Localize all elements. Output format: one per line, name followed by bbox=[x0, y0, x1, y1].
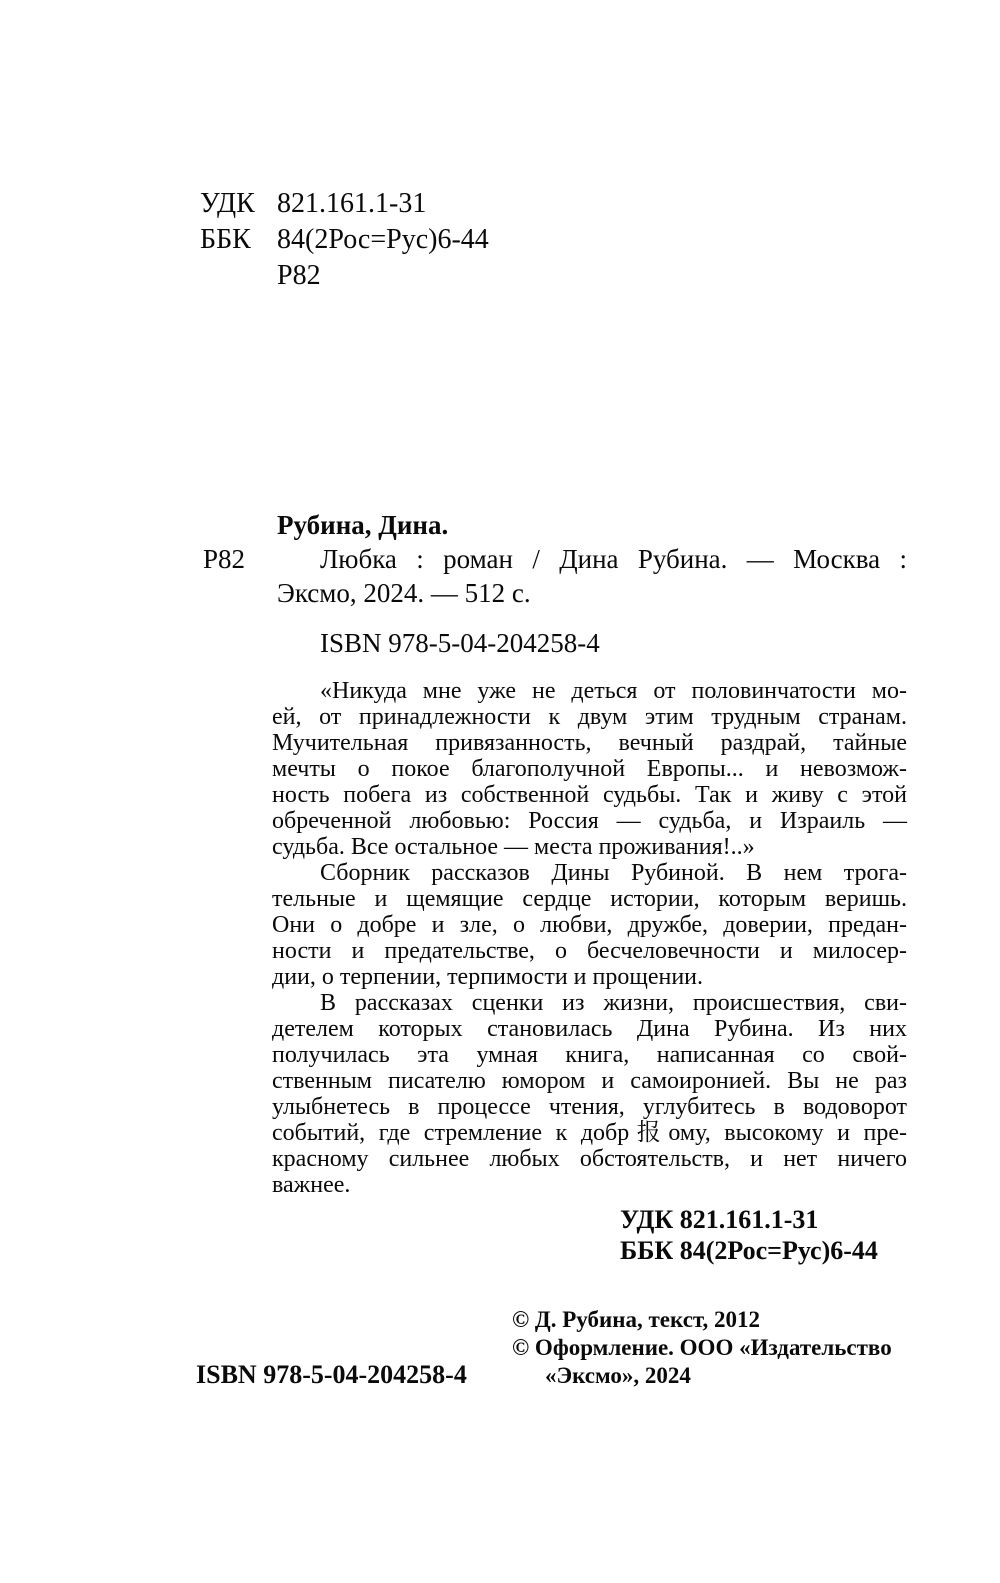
annotation-line: обреченной любовью: Россия — судьба, и Израиль — bbox=[272, 808, 907, 834]
annotation-paragraph bbox=[272, 678, 907, 860]
annotation-line: «Никуда мне уже не деться от половинчатости мо- bbox=[320, 678, 907, 704]
card-isbn: ISBN 978-5-04-204258-4 bbox=[320, 628, 600, 658]
top-classification-block bbox=[200, 186, 489, 294]
annotation-line: ственным писателю юмором и самоиронией. Вы не раз bbox=[272, 1068, 907, 1094]
udk-bottom: УДК 821.161.1-31 bbox=[620, 1205, 819, 1234]
udk-label: УДК bbox=[200, 188, 255, 219]
catalog-card bbox=[203, 508, 907, 660]
annotation-line: получилась эта умная книга, написанная со свой- bbox=[272, 1042, 907, 1068]
udk-row bbox=[200, 186, 489, 222]
annotation-line: Они о добре и зле, о любви, дружбе, доверии, предан- bbox=[272, 912, 907, 938]
annotation-line: важнее. bbox=[272, 1172, 351, 1198]
bbk-value: 84(2Рос=Рус)6-44 bbox=[277, 224, 489, 255]
bib-line: Любка : роман / Дина Рубина. — Москва : bbox=[320, 544, 907, 574]
bottom-classification-block bbox=[620, 1204, 878, 1266]
udk-value: 821.161.1-31 bbox=[277, 188, 427, 219]
bbk-bottom: ББК 84(2Рос=Рус)6-44 bbox=[620, 1236, 878, 1265]
annotation-paragraph bbox=[272, 990, 907, 1198]
copyright-line: «Эксмо», 2024 bbox=[545, 1363, 691, 1388]
annotation-line: дии, о терпении, терпимости и прощении. bbox=[272, 964, 704, 990]
author-mark-row bbox=[200, 258, 489, 294]
shelf-code: Р82 bbox=[203, 544, 246, 574]
annotation-line: ности и предательстве, о бесчеловечности и милосер- bbox=[272, 938, 907, 964]
bbk-row bbox=[200, 222, 489, 258]
annotation-line: ность побега из собственной судьбы. Так и живу с этой bbox=[272, 782, 907, 808]
annotation-line: Мучительная привязанность, вечный раздрай, тайные bbox=[272, 730, 907, 756]
annotation-line: событий, где стремление к добр报ому, высокому и пре- bbox=[272, 1120, 907, 1146]
annotation-paragraph bbox=[272, 860, 907, 990]
author-mark: Р82 bbox=[277, 260, 321, 291]
copyright-block bbox=[512, 1306, 892, 1390]
bbk-label: ББК bbox=[200, 224, 251, 255]
author-heading: Рубина, Дина. bbox=[277, 510, 449, 540]
annotation-line: Сборник рассказов Дины Рубиной. В нем трога- bbox=[320, 860, 907, 886]
annotation-line: В рассказах сценки из жизни, происшествия, сви- bbox=[320, 990, 907, 1016]
annotation-line: ей, от принадлежности к двум этим трудным странам. bbox=[272, 704, 907, 730]
bibliographic-entry bbox=[203, 542, 907, 610]
annotation-line: мечты о покое благополучной Европы... и невозмож- bbox=[272, 756, 907, 782]
annotation-line: судьба. Все остальное — места проживания!..» bbox=[272, 834, 755, 860]
annotation-line: красному сильнее любых обстоятельств, и нет ничего bbox=[272, 1146, 907, 1172]
bib-line: Эксмо, 2024. — 512 с. bbox=[277, 578, 531, 608]
copyright-line: © Оформление. ООО «Издательство bbox=[512, 1335, 892, 1360]
annotation-line: детелем которых становилась Дина Рубина. Из них bbox=[272, 1016, 907, 1042]
annotation bbox=[272, 678, 907, 1198]
annotation-line: улыбнетесь в процессе чтения, углубитесь в водоворот bbox=[272, 1094, 907, 1120]
isbn-bottom: ISBN 978-5-04-204258-4 bbox=[196, 1360, 467, 1389]
annotation-line: тельные и щемящие сердце истории, которым веришь. bbox=[272, 886, 907, 912]
copyright-line: © Д. Рубина, текст, 2012 bbox=[512, 1307, 760, 1332]
